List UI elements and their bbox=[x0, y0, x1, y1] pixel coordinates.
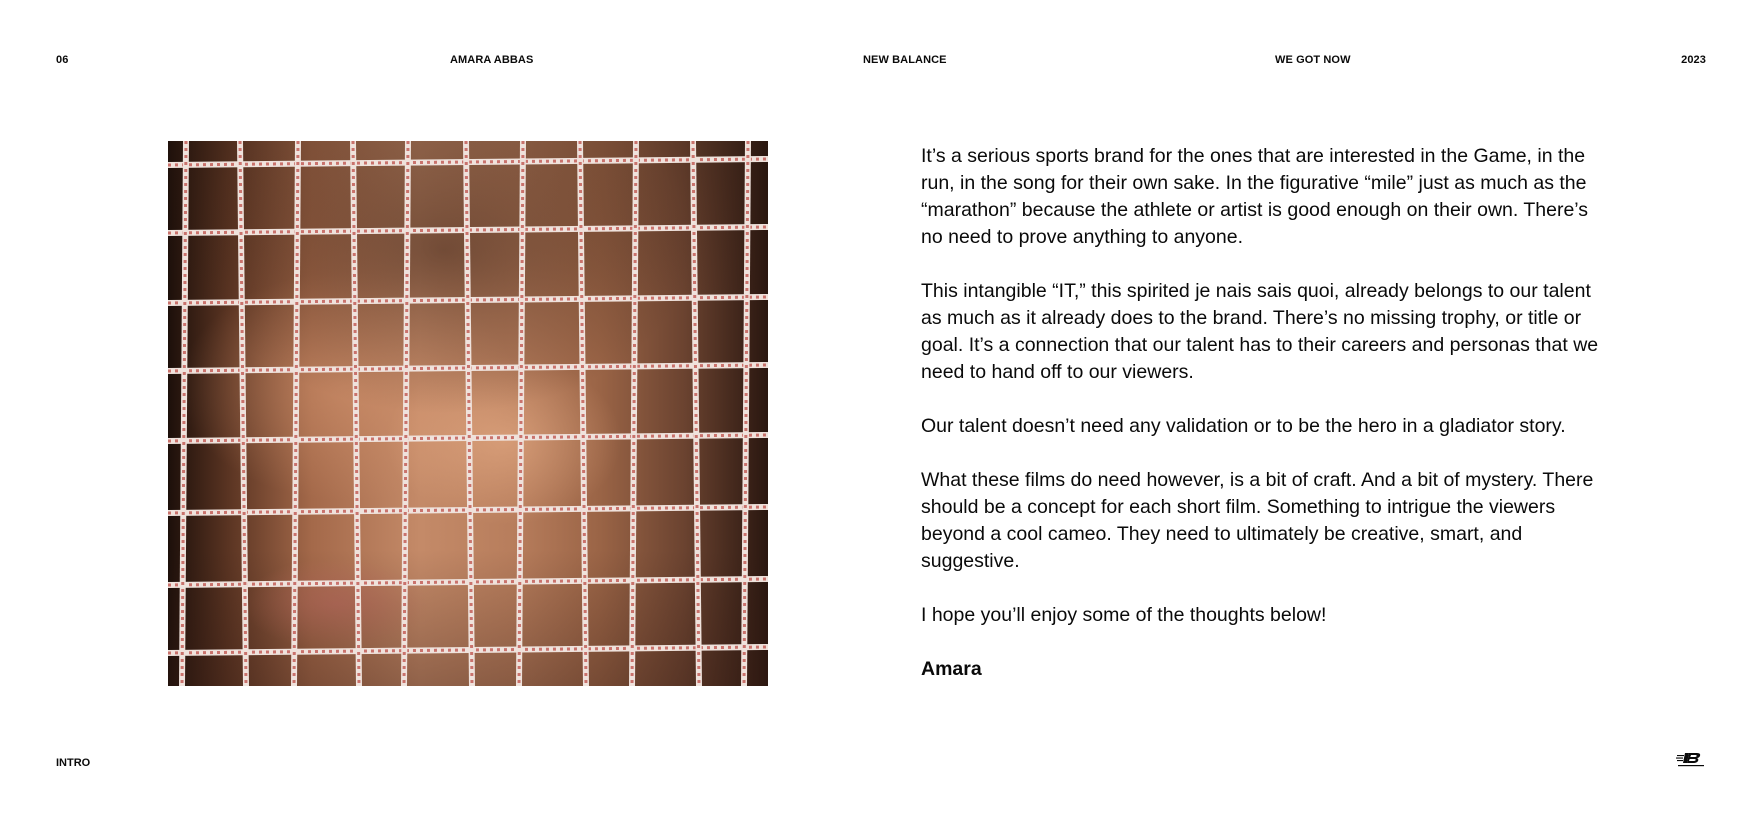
year: 2023 bbox=[1681, 54, 1706, 66]
article-paragraph-4: What these films do need however, is a bit of craft. And a bit of mystery. There should be a concept for each short film. Something to intrigue the viewers beyond a cool cameo. They need to ultimately be creative, smart, and suggestive. bbox=[921, 469, 1594, 572]
campaign-name: WE GOT NOW bbox=[1275, 54, 1351, 66]
mesh-horizontal-string bbox=[168, 647, 768, 653]
article-paragraph-1: It’s a serious sports brand for the ones that are interested in the Game, in the run, in the song for their own sake. In the figurative “mile” just as much as the “marathon” because the athlete or artist is good enough on their own. There’s no need to prove anything to anyone. bbox=[921, 145, 1589, 248]
signature: Amara bbox=[921, 658, 982, 680]
page-header bbox=[56, 54, 1706, 70]
article-paragraph-3: Our talent doesn’t need any validation or to be the hero in a gladiator story. bbox=[921, 415, 1566, 437]
new-balance-logo-icon bbox=[1676, 752, 1706, 768]
page-number: 06 bbox=[56, 54, 69, 66]
article-paragraph-5: I hope you’ll enjoy some of the thoughts below! bbox=[921, 604, 1327, 626]
section-label: INTRO bbox=[56, 757, 91, 769]
article-paragraph-2: This intangible “IT,” this spirited je nais sais quoi, already belongs to our talent as much as it already does to the brand. There’s no missing trophy, or title or goal. It’s a connection that our talent has to their careers and personas that we need to hand off to our viewers. bbox=[921, 280, 1599, 383]
mesh-grid bbox=[168, 141, 768, 686]
brand-name: NEW BALANCE bbox=[863, 54, 947, 66]
face-behind-mesh-photo bbox=[168, 141, 768, 686]
intro-article bbox=[921, 143, 1601, 683]
author-name: AMARA ABBAS bbox=[450, 54, 534, 66]
